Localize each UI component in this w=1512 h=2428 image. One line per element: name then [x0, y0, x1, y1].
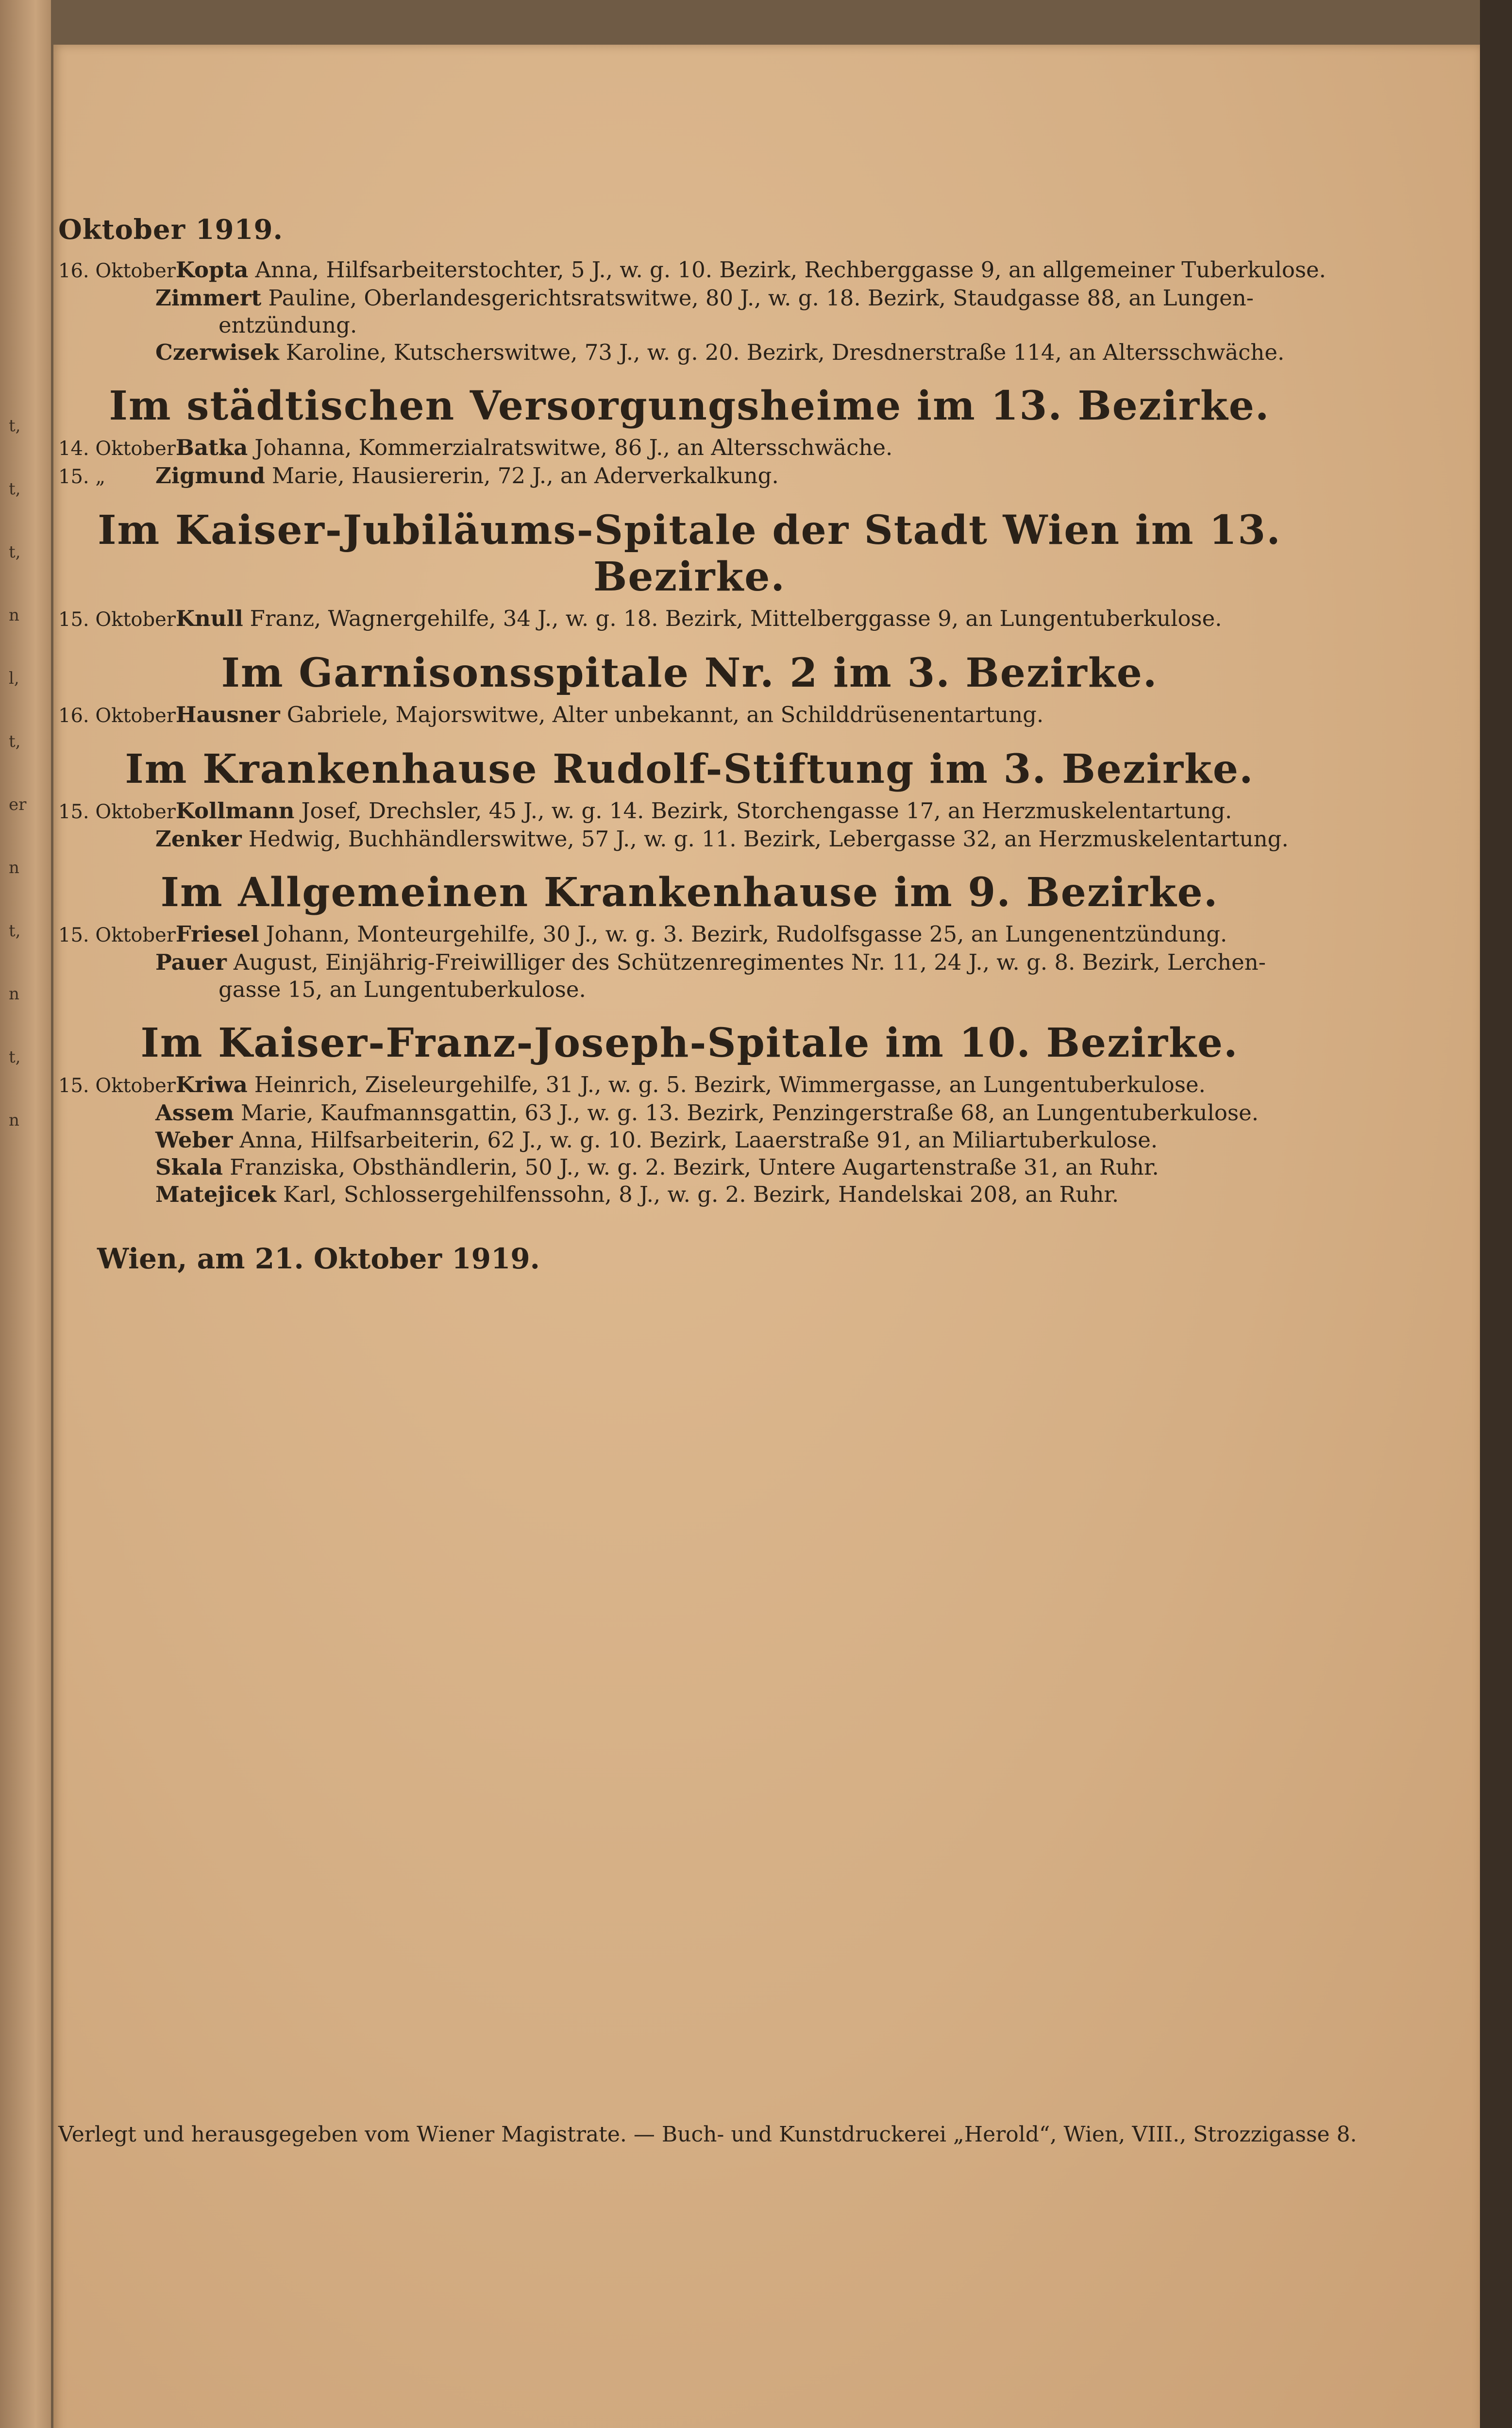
margin-mark: t, [9, 416, 21, 436]
entry-surname: Zenker [155, 826, 242, 852]
entry-details: Josef, Drechsler, 45 J., w. g. 14. Bezirk, Storchengasse 17, an Herzmuskelentartung. [301, 798, 1232, 824]
death-entry [58, 1071, 1321, 1099]
entry-surname: Zigmund [155, 463, 265, 489]
entry-details: August, Einjährig-Freiwilliger des Schützenregimentes Nr. 11, 24 J., w. g. 8. Bezirk, Lerchen- [233, 949, 1266, 975]
death-entry [58, 797, 1321, 826]
death-entry [58, 285, 1321, 312]
entry-date: 16. Oktober [58, 705, 176, 727]
scan-border [1480, 0, 1512, 2428]
margin-mark: t, [9, 1047, 21, 1067]
margin-mark: n [9, 984, 19, 1004]
entry-details: Anna, Hilfsarbeiterin, 62 J., w. g. 10. Bezirk, Laaerstraße 91, an Miliartuberkulose. [239, 1127, 1158, 1153]
death-entry [58, 1181, 1321, 1208]
entry-surname: Pauer [155, 949, 227, 975]
publisher-footer: Verlegt und herausgegeben vom Wiener Magistrate. — Buch- und Kunstdruckerei „Herold“, Wien, VIII., Strozzigasse 8. [58, 2122, 1357, 2147]
entry-surname: Skala [155, 1154, 223, 1180]
death-entry [58, 826, 1321, 853]
death-entry [58, 1154, 1321, 1181]
entry-date: 14. Oktober [58, 438, 176, 460]
margin-mark: t, [9, 732, 21, 751]
entry-details: Franz, Wagnergehilfe, 34 J., w. g. 18. Bezirk, Mittelberggasse 9, an Lungentuberkulose. [250, 606, 1222, 631]
entry-surname: Batka [175, 435, 248, 460]
section-heading: Im Garnisonsspitale Nr. 2 im 3. Bezirke. [221, 650, 1158, 696]
entry-surname: Czerwisek [155, 339, 279, 365]
section [58, 507, 1321, 633]
entry-details: Heinrich, Ziseleurgehilfe, 31 J., w. g. 5. Bezirk, Wimmergasse, an Lungentuberkulose. [254, 1072, 1206, 1097]
death-entry [58, 462, 1321, 490]
death-entry [58, 701, 1321, 729]
entry-details: Gabriele, Majorswitwe, Alter unbekannt, an Schilddrüsenentartung. [286, 702, 1044, 727]
month-header: Oktober 1919. [58, 214, 283, 246]
death-entry [58, 949, 1321, 976]
entry-surname: Zimmert [155, 285, 262, 311]
entry-surname: Friesel [175, 921, 259, 947]
entry-details: Marie, Hausiererin, 72 J., an Aderverkalkung. [271, 463, 779, 489]
margin-mark: n [9, 1111, 19, 1130]
entry-details: Hedwig, Buchhändlerswitwe, 57 J., w. g. 11. Bezirk, Lebergasse 32, an Herzmuskelentartung. [248, 826, 1289, 852]
death-entry [58, 256, 1326, 285]
section-heading: Im Kaiser-Franz-Joseph-Spitale im 10. Bezirke. [140, 1020, 1239, 1066]
entry-surname: Assem [155, 1100, 234, 1126]
entry-details: Johanna, Kommerzialratswitwe, 86 J., an Altersschwäche. [254, 435, 893, 460]
entry-continuation: entzündung. [218, 312, 357, 338]
entry-surname: Kollmann [175, 798, 295, 824]
entry-date: 15. „ [58, 466, 106, 488]
entry-surname: Hausner [175, 702, 280, 727]
entry-date: 15. Oktober [58, 1075, 176, 1097]
entry-continuation: gasse 15, an Lungentuberkulose. [218, 977, 586, 1002]
section-heading: Im Allgemeinen Krankenhause im 9. Bezirke. [160, 869, 1219, 916]
entry-surname: Kopta [175, 257, 249, 283]
entry-details: Marie, Kaufmannsgattin, 63 J., w. g. 13. Bezirk, Penzingerstraße 68, an Lungentuberkulose. [240, 1100, 1259, 1126]
entry-surname: Knull [175, 606, 243, 631]
section [58, 650, 1321, 729]
entry-date: 15. Oktober [58, 801, 176, 823]
entry-date: 15. Oktober [58, 608, 176, 631]
section-heading: Im Krankenhause Rudolf-Stiftung im 3. Bezirke. [125, 746, 1254, 792]
entry-details: Johann, Monteurgehilfe, 30 J., w. g. 3. Bezirk, Rudolfsgasse 25, an Lungenentzündung. [266, 921, 1227, 947]
section-heading: Im Kaiser-Jubiläums-Spitale der Stadt Wien im 13. Bezirke. [98, 507, 1281, 600]
entry-surname: Weber [155, 1127, 233, 1153]
death-entry [58, 339, 1321, 366]
margin-mark: t, [9, 479, 21, 499]
sections-container [58, 256, 1326, 1208]
death-entry [58, 1099, 1321, 1127]
death-entry [58, 434, 1321, 462]
section-heading: Im städtischen Versorgungsheime im 13. Bezirke. [109, 383, 1270, 429]
margin-mark: er [9, 795, 27, 814]
margin-mark: t, [9, 921, 21, 941]
section [58, 869, 1321, 1003]
margin-mark: n [9, 858, 19, 877]
signature-line: Wien, am 21. Oktober 1919. [97, 1242, 540, 1275]
entry-surname: Matejicek [155, 1181, 276, 1207]
death-entry [58, 605, 1321, 633]
entry-details: Franziska, Obsthändlerin, 50 J., w. g. 2. Bezirk, Untere Augartenstraße 31, an Ruhr. [230, 1154, 1159, 1180]
margin-mark: n [9, 606, 19, 625]
section [58, 746, 1321, 853]
section [58, 256, 1326, 366]
entry-date: 15. Oktober [58, 924, 176, 946]
death-entry [58, 921, 1321, 949]
document-body [58, 214, 1326, 1275]
entry-details: Anna, Hilfsarbeiterstochter, 5 J., w. g. 10. Bezirk, Rechberggasse 9, an allgemeiner Tuberkulose. [255, 257, 1326, 283]
entry-date: 16. Oktober [58, 260, 176, 282]
previous-page-edge [0, 0, 51, 2428]
entry-details: Karl, Schlossergehilfenssohn, 8 J., w. g. 2. Bezirk, Handelskai 208, an Ruhr. [283, 1181, 1119, 1207]
section [58, 383, 1321, 490]
entry-surname: Kriwa [175, 1072, 248, 1097]
death-entry [58, 1127, 1321, 1154]
section [58, 1020, 1321, 1208]
entry-details: Karoline, Kutscherswitwe, 73 J., w. g. 20. Bezirk, Dresdnerstraße 114, an Altersschwäche. [286, 339, 1285, 365]
margin-mark: t, [9, 542, 21, 562]
entry-details: Pauline, Oberlandesgerichtsratswitwe, 80 J., w. g. 18. Bezirk, Staudgasse 88, an Lungen- [268, 285, 1254, 311]
margin-mark: l, [9, 669, 19, 688]
